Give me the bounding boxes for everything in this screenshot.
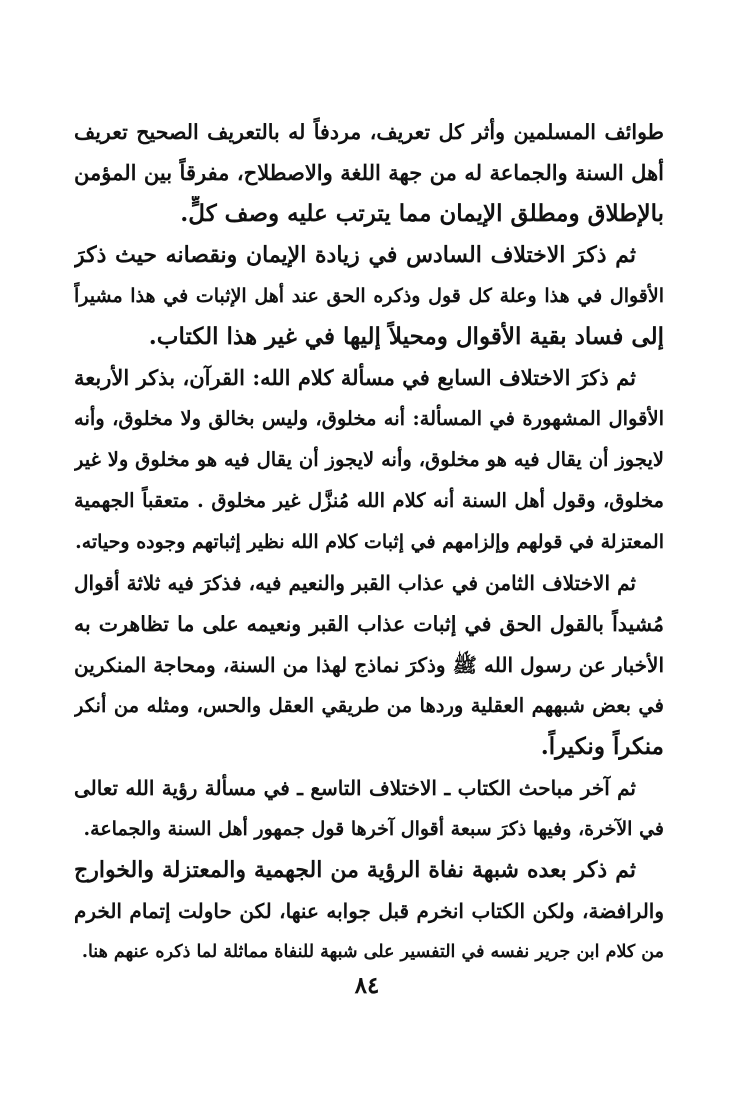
text-line: ثم الاختلاف الثامن في عذاب القبر والنعيم فيه، فذكرَ فيه ثلاثة أقوال [74, 571, 636, 595]
text-line: طوائف المسلمين وأثر كل تعريف، مردفاً له بالتعريف الصحيح تعريف [74, 120, 664, 144]
text-line: بالإطلاق ومطلق الإيمان مما يترتب عليه وصف كلٍّ. [180, 200, 664, 227]
text-line: أهل السنة والجماعة له من جهة اللغة والاصطلاح، مفرقاً بين المؤمن [74, 160, 664, 185]
text-line: مخلوق، وقول أهل السنة أنه كلام الله مُنزَّل غير مخلوق . متعقباً الجهمية [74, 489, 664, 512]
text-line: المعتزلة في قولهم وإلزامهم في إثبات كلام الله نظير إثباتهم وجوده وحياته. [75, 531, 664, 553]
text-line: إلى فساد بقية الأقوال ومحيلاً إليها في غير هذا الكتاب. [148, 323, 664, 350]
page-number: ٨٤ [354, 972, 380, 999]
text-line: الأقوال في هذا وعلة كل قول وذكره الحق عند أهل الإثبات في هذا مشيراً [74, 285, 664, 307]
text-line: ثم ذكرَ الاختلاف السادس في زيادة الإيمان ونقصانه حيث ذكرَ [74, 242, 636, 268]
text-line: ثم ذكرَ الاختلاف السابع في مسألة كلام الله: القرآن، بذكر الأربعة [74, 365, 636, 390]
text-line: ثم ذكر بعده شبهة نفاة الرؤية من الجهمية والمعتزلة والخوارج [74, 857, 636, 883]
text-line: ثم آخر مباحث الكتاب ـ الاختلاف التاسع ـ في مسألة رؤية الله تعالى [74, 776, 636, 800]
text-line: الأقوال المشهورة في المسألة: أنه مخلوق، وليس بخالق ولا مخلوق، وأنه [74, 407, 664, 430]
text-line: في الآخرة، وفيها ذكرَ سبعة أقوال آخرها قول جمهور أهل السنة والجماعة. [83, 818, 664, 840]
text-line: منكراً ونكيراً. [540, 733, 664, 760]
text-line: من كلام ابن جرير نفسه في التفسير على شبهة للنفاة مماثلة لما ذكره عنهم هنا. [81, 942, 664, 962]
text-line: الأخبار عن رسول الله ﷺ وذكرَ نماذج لهذا من السنة، ومحاجة المنكرين [74, 653, 664, 677]
text-line: مُشيداً بالقول الحق في إثبات عذاب القبر ونعيمه على ما تظاهرت به [74, 612, 664, 636]
text-line: والرافضة، ولكن الكتاب انخرم قبل جوابه عنها، لكن حاولت إتمام الخرم [74, 899, 664, 923]
text-line: لايجوز أن يقال فيه هو مخلوق، وأنه لايجوز أن يقال فيه هو مخلوق ولا غير [74, 448, 664, 471]
text-line: في بعض شبههم العقلية وردها من طريقي العقل والحس، ومثله من أنكر [74, 694, 664, 717]
page-body [74, 88, 664, 968]
